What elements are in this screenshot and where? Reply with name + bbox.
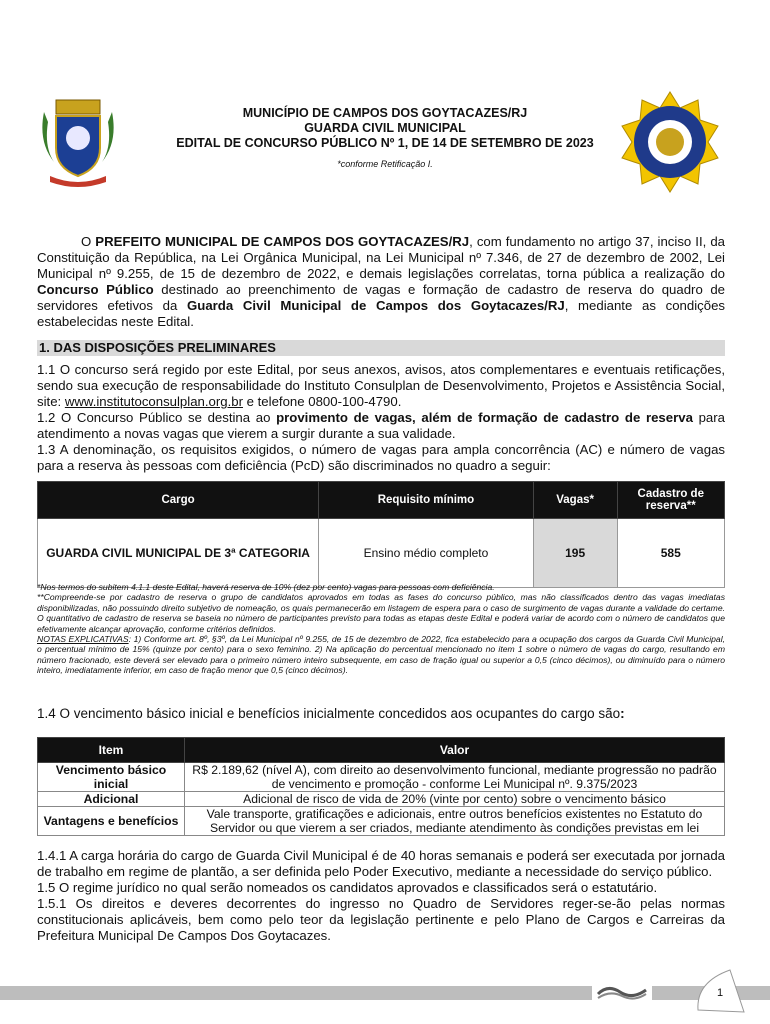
- cell-valor-vencimento: R$ 2.189,62 (nível A), com direito ao desenvolvimento funcional, mediante progressão no padrão de vencimento e promoção - conforme Lei Municipal nº. 9.375/2023: [185, 763, 725, 792]
- item-1-5-1: 1.5.1 Os direitos e deveres decorrentes do ingresso no Quadro de Servidores reger-se-ão pelas normas constitucionais aplicáveis, bem como pelo teor da legislação pertinente e pelo Plano de Cargos e Carreiras da Prefeitura Municipal De Campos Dos Goytacazes.: [37, 896, 725, 943]
- cell-valor-vantagens: Vale transporte, gratificações e adicionais, entre outros benefícios existentes no Estatuto do Servidor ou que vierem a ser criados, mediante atendimento às condições previstas em lei: [185, 807, 725, 836]
- section-title-disposicoes: 1. DAS DISPOSIÇÕES PRELIMINARES: [37, 340, 725, 356]
- table-row: [38, 519, 725, 588]
- vacancies-table-header: [38, 482, 725, 519]
- intro-bold-prefeito: PREFEITO MUNICIPAL DE CAMPOS DOS GOYTACAZES/RJ: [95, 234, 470, 249]
- municipal-coat-of-arms-logo: [34, 92, 122, 188]
- note-cadastro-reserva: **Compreende-se por cadastro de reserva o grupo de candidatos aprovados em todas as fases do concurso público, mas não classificados dentro das vagas imediatas disponibilizadas, não possuindo direito subjetivo de nomeação, os quais permanecerão em listagem de espera para o caso de surgimento de vagas durante a validade do certame. O quantitativo de cadastro de reserva se baseia no número de participantes previsto para todas as etapas deste Edital e poderá variar de acordo com o número de candidatos que efetivamente alcançar aprovação, conforme critérios definidos.: [37, 592, 725, 634]
- item-1-4-1: 1.4.1 A carga horária do cargo de Guarda Civil Municipal é de 40 horas semanais e poderá ser executada por jornada de trabalho em regime de plantão, a ser definida pelo Poder Executivo, mediante a necessidade do serviço público.: [37, 848, 725, 879]
- item-1-1-text: 1.1 O concurso será regido por este Edital, por seus anexos, avisos, atos complementares e eventuais retificações, sendo sua execução de responsabilidade do Instituto Consulplan de Desenvolvimento, Projetos e Assistência Social, site:: [37, 362, 725, 409]
- intro-section: [37, 234, 725, 330]
- salary-benefits-table: [37, 737, 725, 836]
- table-notes: [37, 582, 725, 676]
- tail-section: [37, 848, 725, 944]
- header-retification-note: *conforme Retificação I.: [337, 159, 433, 169]
- cell-cargo: GUARDA CIVIL MUNICIPAL DE 3ª CATEGORIA: [38, 519, 319, 588]
- item-1-1-phone: e telefone 0800-100-4790.: [242, 394, 402, 409]
- col-vagas: Vagas*: [533, 482, 617, 519]
- table-row: [38, 807, 725, 836]
- cell-item-vantagens: Vantagens e benefícios: [38, 807, 185, 836]
- intro-bold-guarda: Guarda Civil Municipal de Campos dos Goytacazes/RJ: [187, 298, 565, 313]
- consulplan-footer-logo: [592, 980, 652, 1006]
- cell-item-vencimento: Vencimento básico inicial: [38, 763, 185, 792]
- intro-text-1: O: [81, 234, 96, 249]
- header-line-edital: EDITAL DE CONCURSO PÚBLICO Nº 1, DE 14 DE SETEMBRO DE 2023: [176, 136, 594, 150]
- header-line-guarda: GUARDA CIVIL MUNICIPAL: [304, 121, 466, 135]
- table-row: [38, 763, 725, 792]
- note-reserva-pcd: *Nos termos do subitem 4.1.1 deste Edital, haverá reserva de 10% (dez por cento) vagas para pessoas com deficiência.: [37, 582, 495, 592]
- note-explicativas: [37, 634, 725, 676]
- cell-item-adicional: Adicional: [38, 792, 185, 807]
- salary-table-header: [38, 738, 725, 763]
- item-1-2-text: 1.2 O Concurso Público se destina ao: [37, 410, 277, 425]
- cell-valor-adicional: Adicional de risco de vida de 20% (vinte por cento) sobre o vencimento básico: [185, 792, 725, 807]
- intro-text-4: , mediante as condições estabelecidas neste Edital.: [37, 298, 725, 329]
- table-row: [38, 792, 725, 807]
- intro-paragraph: [37, 234, 725, 330]
- item-1-2-bold: provimento de vagas, além de formação de cadastro de reserva: [276, 410, 693, 425]
- intro-bold-concurso: Concurso Público: [37, 282, 154, 297]
- item-1-3: 1.3 A denominação, os requisitos exigidos, o número de vagas para ampla concorrência (AC) e número de vagas para a reserva às pessoas com deficiência (PcD) são discriminados no quadro a seguir:: [37, 442, 725, 473]
- cell-vagas: 195: [533, 519, 617, 588]
- item-1-2: [37, 410, 725, 442]
- header-line-municipio: MUNICÍPIO DE CAMPOS DOS GOYTACAZES/RJ: [242, 106, 528, 120]
- intro-text-2: , com fundamento no artigo 37, inciso II, da Constituição da República, na Lei Orgânica Municipal, na Lei Municipal nº 7.346, de 27 de dezembro de 2002, Lei Municipal nº 9.255, de 15 de dezembro de 2022, e demais legislações correlatas, torna pública a realização do: [37, 234, 725, 281]
- vacancies-table: [37, 481, 725, 588]
- cell-cadastro: 585: [617, 519, 725, 588]
- footer-bar: [0, 986, 770, 1000]
- col-cargo: Cargo: [38, 482, 319, 519]
- document-header: [120, 106, 650, 172]
- item-1-1: [37, 362, 725, 410]
- col-valor: Valor: [185, 738, 725, 763]
- note-explicativas-label: NOTAS EXPLICATIVAS: [37, 634, 129, 645]
- section1-body: [37, 362, 725, 474]
- item-1-4-colon: :: [620, 706, 625, 721]
- item-1-4-text: 1.4 O vencimento básico inicial e benefícios inicialmente concedidos aos ocupantes do cargo são: [37, 706, 621, 721]
- col-item: Item: [38, 738, 185, 763]
- item-1-5: 1.5 O regime jurídico no qual serão nomeados os candidatos aprovados e classificados será o estatutário.: [37, 880, 658, 895]
- item-1-4: [37, 706, 725, 722]
- cell-requisito: Ensino médio completo: [319, 519, 534, 588]
- intro-text-3: destinado ao preenchimento de vagas e formação de cadastro de reserva do quadro de servidores efetivos da: [37, 282, 725, 313]
- col-requisito: Requisito mínimo: [319, 482, 534, 519]
- col-cadastro: Cadastro de reserva**: [617, 482, 725, 519]
- page-number: 1: [716, 987, 724, 999]
- consulplan-site-link[interactable]: www.institutoconsulplan.org.br: [64, 394, 243, 409]
- note-explicativas-text: : 1) Conforme art. 8º, §3º, da Lei Municipal nº 9.255, de 15 de dezembro de 2022, fica estabelecido para a ocupação dos cargos da Guarda Civil Municipal, o percentual mínimo de 15% (quinze por cento) para o sexo feminino. 2) Na aplicação do percentual mencionado no item 1 sobre o número de vagas do cargo, resultando em número fracionado, este deverá ser elevado para o primeiro número inteiro subsequente, em caso de fração igual ou superior a 0,5 (cinco décimos), ou diminuído para o número inteiro, imediatamente inferior, em caso de fração menor que 0,5 (cinco décimos).: [37, 634, 725, 676]
- item-1-2-text-end: para atendimento a novas vagas que vierem a surgir durante a sua validade.: [37, 410, 725, 441]
